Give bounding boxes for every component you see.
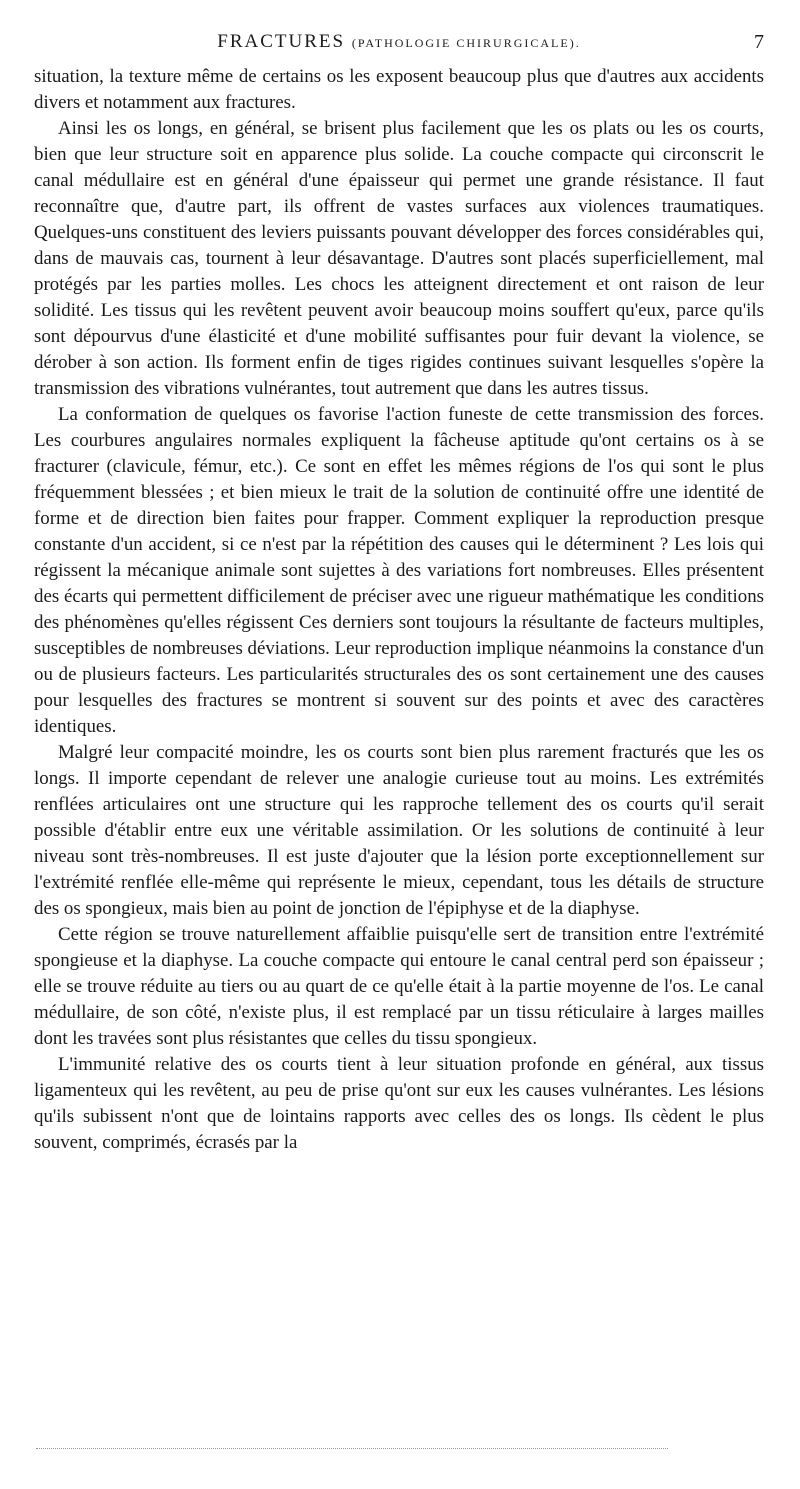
paragraph: Cette région se trouve naturellement affaiblie puisqu'elle sert de transition entre l'extrémité spongieuse et la diaphyse. La couche compacte qui entoure le canal central perd son épaisseur ; elle se trouve réduite au tiers ou au quart de ce qu'elle était à la partie moyenne de l'os. Le canal médullaire, de son côté, n'existe plus, il est remplacé par un tissu réticulaire à larges mailles dont les travées sont plus résistantes que celles du tissu spongieux. — [34, 924, 764, 1049]
running-head-subtitle: (PATHOLOGIE CHIRURGICALE). — [351, 36, 581, 50]
running-head — [34, 30, 764, 55]
body-text — [34, 64, 764, 1156]
paragraph: La conformation de quelques os favorise l'action funeste de cette transmission des forces. Les courbures angulaires normales expliquent la fâcheuse aptitude qu'ont certains os à se fracturer (clavicule, fémur, etc.). Ce sont en effet les mêmes régions de l'os qui sont le plus fréquemment blessées ; et bien mieux le trait de la solution de continuité offre une identité de forme et de direction bien faites pour frapper. Comment expliquer la reproduction presque constante d'un accident, si ce n'est par la répétition des causes qui le déterminent ? Les lois qui régissent la mécanique animale sont sujettes à des variations fort nombreuses. Elles présentent des écarts qui permettent difficilement de préciser avec une rigueur mathématique les conditions des phénomènes qu'elles régissent Ces derniers sont toujours la résultante de facteurs multiples, susceptibles de nombreuses déviations. Leur reproduction implique néanmoins la constance d'un ou de plusieurs facteurs. Les particularités structurales des os sont certainement une des causes pour lesquelles des fractures se montrent si souvent sur des points et avec des caractères identiques. — [34, 404, 764, 737]
footer-dotted-rule — [36, 1448, 668, 1449]
running-head-title: FRACTURES — [217, 31, 346, 52]
paragraph: Malgré leur compacité moindre, les os courts sont bien plus rarement fracturés que les os longs. Il importe cependant de relever une analogie curieuse tout au moins. Les extrémités renflées articulaires ont une structure qui les rapproche tellement des os courts qu'il serait possible d'établir entre eux une véritable assimilation. Or les solutions de continuité à leur niveau sont très-nombreuses. Il est juste d'ajouter que la lésion porte exceptionnellement sur l'extrémité renflée elle-même qui représente le mieux, cependant, tous les détails de structure des os spongieux, mais bien au point de jonction de l'épiphyse et de la diaphyse. — [34, 742, 764, 919]
paragraph: situation, la texture même de certains os les exposent beaucoup plus que d'autres aux accidents divers et notamment aux fractures. — [34, 66, 764, 113]
page-number: 7 — [754, 31, 764, 53]
paragraph: L'immunité relative des os courts tient à leur situation profonde en général, aux tissus ligamenteux qui les revêtent, au peu de prise qu'ont sur eux les causes vulnérantes. Les lésions qu'ils subissent n'ont que de lointains rapports avec celles des os longs. Ils cèdent le plus souvent, comprimés, écrasés par la — [34, 1054, 764, 1153]
page-header — [34, 30, 764, 54]
paragraph: Ainsi les os longs, en général, se brisent plus facilement que les os plats ou les os courts, bien que leur structure soit en apparence plus solide. La couche compacte qui circonscrit le canal médullaire est en général d'une épaisseur qui permet une grande résistance. Il faut reconnaître que, d'autre part, ils offrent de vastes surfaces aux violences traumatiques. Quelques-uns constituent des leviers puissants pouvant développer des forces considérables qui, dans de mauvais cas, tournent à leur désavantage. D'autres sont placés superficiellement, mal protégés par les parties molles. Les chocs les atteignent directement et ont raison de leur solidité. Les tissus qui les revêtent peuvent avoir beaucoup moins souffert qu'eux, parce qu'ils sont dépourvus d'une élasticité et d'une mobilité suffisantes pour fuir devant la violence, se dérober à son action. Ils forment enfin de tiges rigides continues suivant lesquelles s'opère la transmission des vibrations vulnérantes, tout autrement que dans les autres tissus. — [34, 118, 764, 399]
